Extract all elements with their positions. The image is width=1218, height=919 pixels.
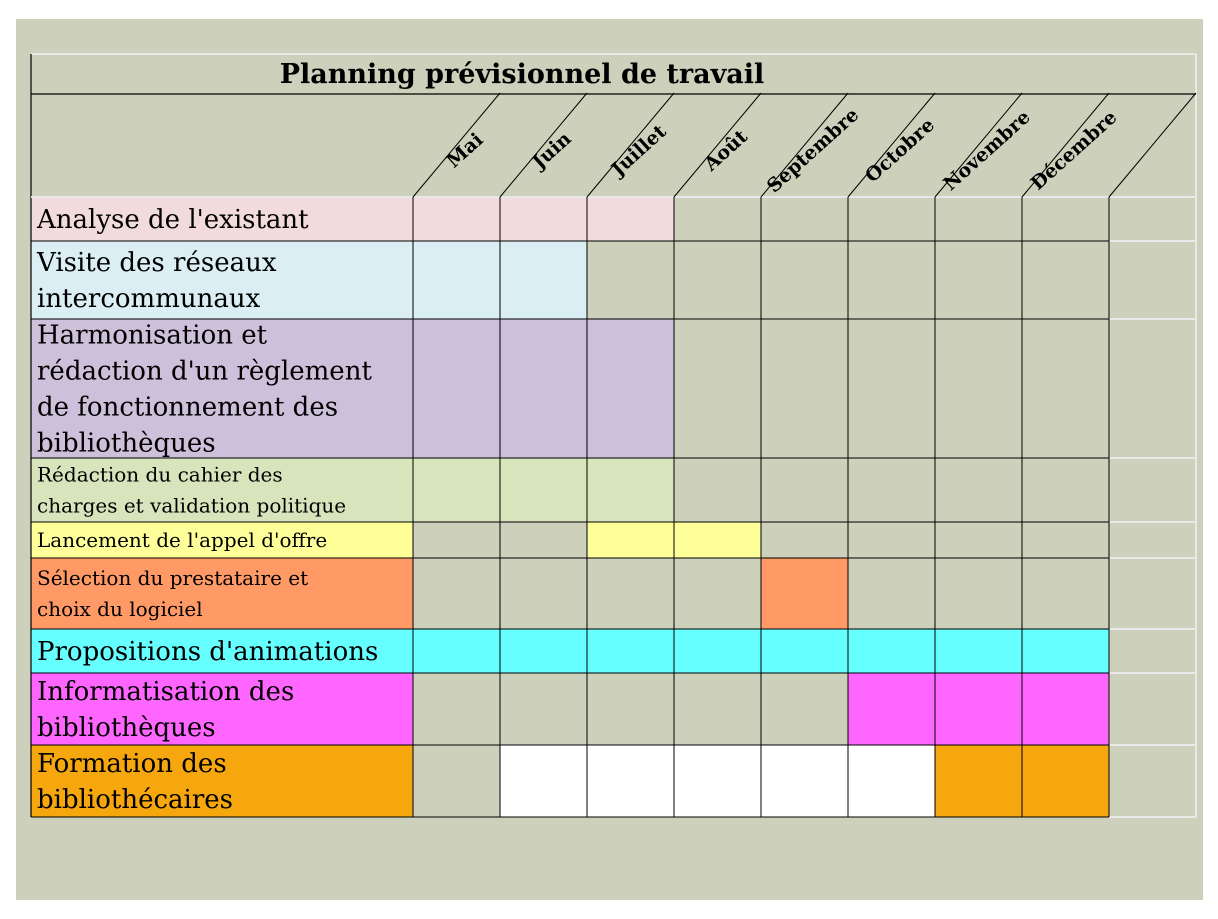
schedule-cell [761,745,848,817]
schedule-cell [413,241,500,319]
schedule-cell [848,558,935,629]
task-label-line: bibliothèques [37,713,216,743]
schedule-cell [935,629,1022,673]
schedule-cell [1022,673,1109,745]
schedule-cell [674,558,761,629]
schedule-cell [1022,745,1109,817]
schedule-cell [935,558,1022,629]
schedule-cell [761,673,848,745]
schedule-cell [413,558,500,629]
schedule-cell [674,673,761,745]
month-label-2: Juillet [607,120,671,181]
schedule-cell [848,673,935,745]
schedule-cell [587,629,674,673]
header-diagonal [1109,93,1196,197]
month-label-6: Novembre [939,106,1035,196]
schedule-cell [1022,241,1109,319]
table-title: Planning prévisionnel de travail [279,59,765,90]
schedule-cell [413,197,500,241]
task-label-line: charges et validation politique [37,493,347,518]
schedule-cell [848,629,935,673]
schedule-cell [413,745,500,817]
schedule-cell [1022,197,1109,241]
planning-table [16,19,1203,900]
schedule-cell [587,745,674,817]
schedule-cell [587,673,674,745]
schedule-cell [761,629,848,673]
schedule-cell [500,629,587,673]
task-label-line: choix du logiciel [37,597,203,621]
schedule-cell [761,458,848,522]
month-label-1: Juin [528,127,576,174]
task-label-line: bibliothécaires [37,785,234,815]
schedule-cell [1022,558,1109,629]
schedule-cell [761,558,848,629]
task-label-line: Propositions d'animations [37,637,379,667]
task-label [36,205,309,235]
schedule-cell [1022,458,1109,522]
schedule-cell [935,319,1022,458]
schedule-cell [935,745,1022,817]
schedule-cell [413,673,500,745]
schedule-cell [1022,629,1109,673]
task-label-line: bibliothèques [37,428,216,459]
spreadsheet-area [16,19,1203,900]
task-label-line: Harmonisation et [37,320,268,351]
schedule-cell [761,522,848,558]
schedule-cell [413,522,500,558]
task-label [37,528,327,552]
schedule-cell [848,319,935,458]
schedule-cell [848,241,935,319]
schedule-cell [674,522,761,558]
schedule-cell [848,458,935,522]
month-label-0: Mai [442,128,488,173]
schedule-cell [413,458,500,522]
schedule-cell [674,745,761,817]
schedule-cell [761,197,848,241]
schedule-cell [500,458,587,522]
schedule-cell [587,241,674,319]
month-label-7: Décembre [1026,106,1122,195]
schedule-cell [500,745,587,817]
task-label-line: Rédaction du cahier des [37,462,283,487]
task-label-line: Informatisation des [37,677,295,707]
schedule-cell [935,458,1022,522]
month-label-5: Octobre [861,113,939,188]
schedule-cell [674,241,761,319]
schedule-cell [674,319,761,458]
task-label-line: Lancement de l'appel d'offre [37,528,328,552]
schedule-cell [500,673,587,745]
schedule-cell [761,319,848,458]
schedule-cell [500,241,587,319]
schedule-cell [674,458,761,522]
schedule-cell [935,673,1022,745]
schedule-cell [761,241,848,319]
task-label [37,637,378,667]
schedule-cell [413,319,500,458]
schedule-cell [500,558,587,629]
task-label-line: Sélection du prestataire et [37,566,309,590]
month-label-4: Septembre [762,103,864,198]
task-label-line: Visite des réseaux [37,248,277,278]
schedule-cell [587,522,674,558]
schedule-cell [587,197,674,241]
schedule-cell [500,522,587,558]
schedule-cell [848,745,935,817]
schedule-cell [500,197,587,241]
schedule-cell [1022,319,1109,458]
task-label-line: Analyse de l'existant [37,205,309,235]
schedule-cell [413,629,500,673]
task-label-line: intercommunaux [37,284,261,314]
schedule-cell [935,241,1022,319]
schedule-cell [935,197,1022,241]
task-label-line: Formation des [37,749,227,779]
schedule-cell [587,458,674,522]
schedule-cell [848,197,935,241]
schedule-cell [848,522,935,558]
task-label-line: de fonctionnement des [37,392,339,423]
schedule-cell [674,197,761,241]
schedule-cell [587,319,674,458]
schedule-cell [935,522,1022,558]
schedule-cell [500,319,587,458]
task-label-line: rédaction d'un règlement [37,356,372,387]
schedule-cell [587,558,674,629]
month-label-3: Août [700,125,752,176]
schedule-cell [1022,522,1109,558]
schedule-cell [674,629,761,673]
